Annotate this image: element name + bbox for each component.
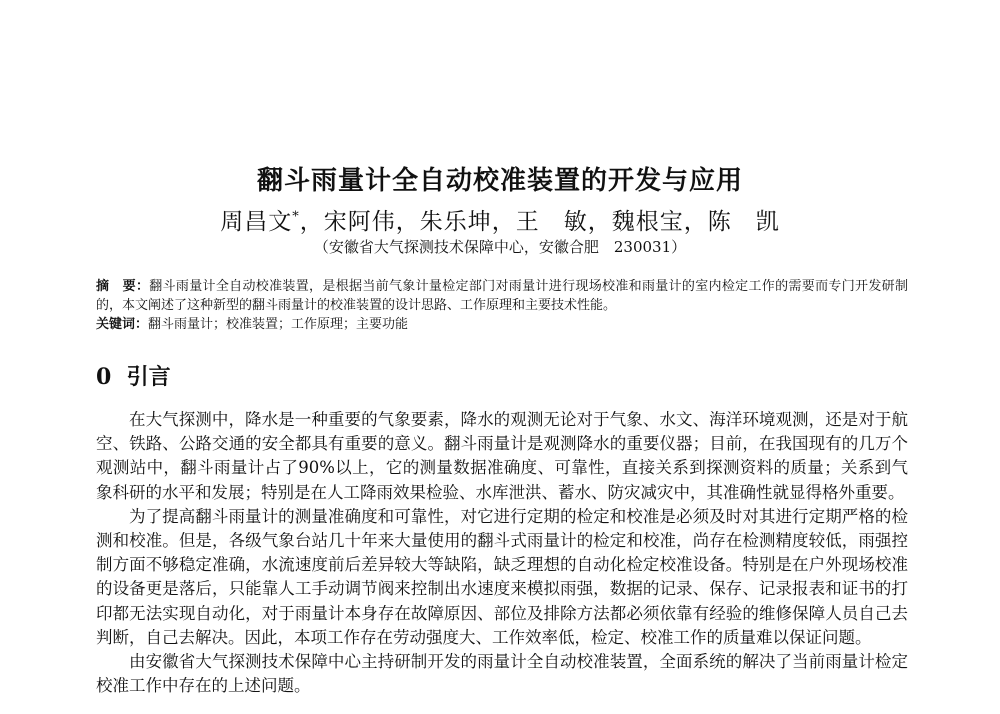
affiliation: （安徽省大气探测技术保障中心，安徽合肥 230031） <box>313 238 687 256</box>
section-heading <box>96 360 171 391</box>
paragraph: 由安徽省大气探测技术保障中心主持研制开发的雨量计全自动校准装置，全面系统的解决了当前雨量计检定校准工作中存在的上述问题。 <box>96 652 908 696</box>
corresponding-author-mark: * <box>292 209 300 225</box>
paragraph: 在大气探测中，降水是一种重要的气象要素，降水的观测无论对于气象、水文、海洋环境观测，还是对于航空、铁路、公路交通的安全都具有重要的意义。翻斗雨量计是观测降水的重要仪器；目前，在我国现有的几万个观测站中，翻斗雨量计占了90%以上，它的测量数据准确度、可靠性，直接关系到探测资料的质量；关系到气象科研的水平和发展；特别是在人工降雨效果检验、水库泄洪、蓄水、防灾减灾中，其准确性就显得格外重要。 <box>96 410 908 502</box>
keywords-text: 翻斗雨量计；校准装置；工作原理；主要功能 <box>148 317 409 332</box>
abstract-block <box>96 277 908 334</box>
paper-title: 翻斗雨量计全自动校准装置的开发与应用 <box>256 166 743 196</box>
abstract-label: 摘 要： <box>96 279 150 294</box>
author-list <box>0 203 1000 236</box>
keywords-label: 关键词： <box>96 317 149 332</box>
other-authors: ，宋阿伟，朱乐坤，王 敏，魏根宝，陈 凯 <box>299 209 780 235</box>
section-title: 引言 <box>126 364 171 390</box>
paragraph: 为了提高翻斗雨量计的测量准确度和可靠性，对它进行定期的检定和校准是必须及时对其进行定期严格的检测和校准。但是，各级气象台站几十年来大量使用的翻斗式雨量计的检定和校准，尚存在检测精度较低，雨强控制方面不够稳定准确，水流速度前后差异较大等缺陷，缺乏理想的自动化检定校准设备。特别是在户外现场校准的设备更是落后，只能靠人工手动调节阀来控制出水速度来模拟雨强，数据的记录、保存、记录报表和证书的打印都无法实现自动化，对于雨量计本身存在故障原因、部位及排除方法都必须依靠有经验的维修保障人员自己去判断，自己去解决。因此，本项工作存在劳动强度大、工作效率低，检定、校准工作的质量难以保证问题。 <box>96 506 908 647</box>
abstract-text: 翻斗雨量计全自动校准装置，是根据当前气象计量检定部门对雨量计进行现场校准和雨量计的室内检定工作的需要而专门开发研制的，本文阐述了这种新型的翻斗雨量计的校准装置的设计思路、工作原理和主要技术性能。 <box>96 279 908 313</box>
first-author: 周昌文 <box>220 209 293 235</box>
abstract <box>96 277 908 315</box>
body-text <box>96 408 908 698</box>
section-number: 0 <box>96 364 112 390</box>
keywords <box>96 315 908 334</box>
